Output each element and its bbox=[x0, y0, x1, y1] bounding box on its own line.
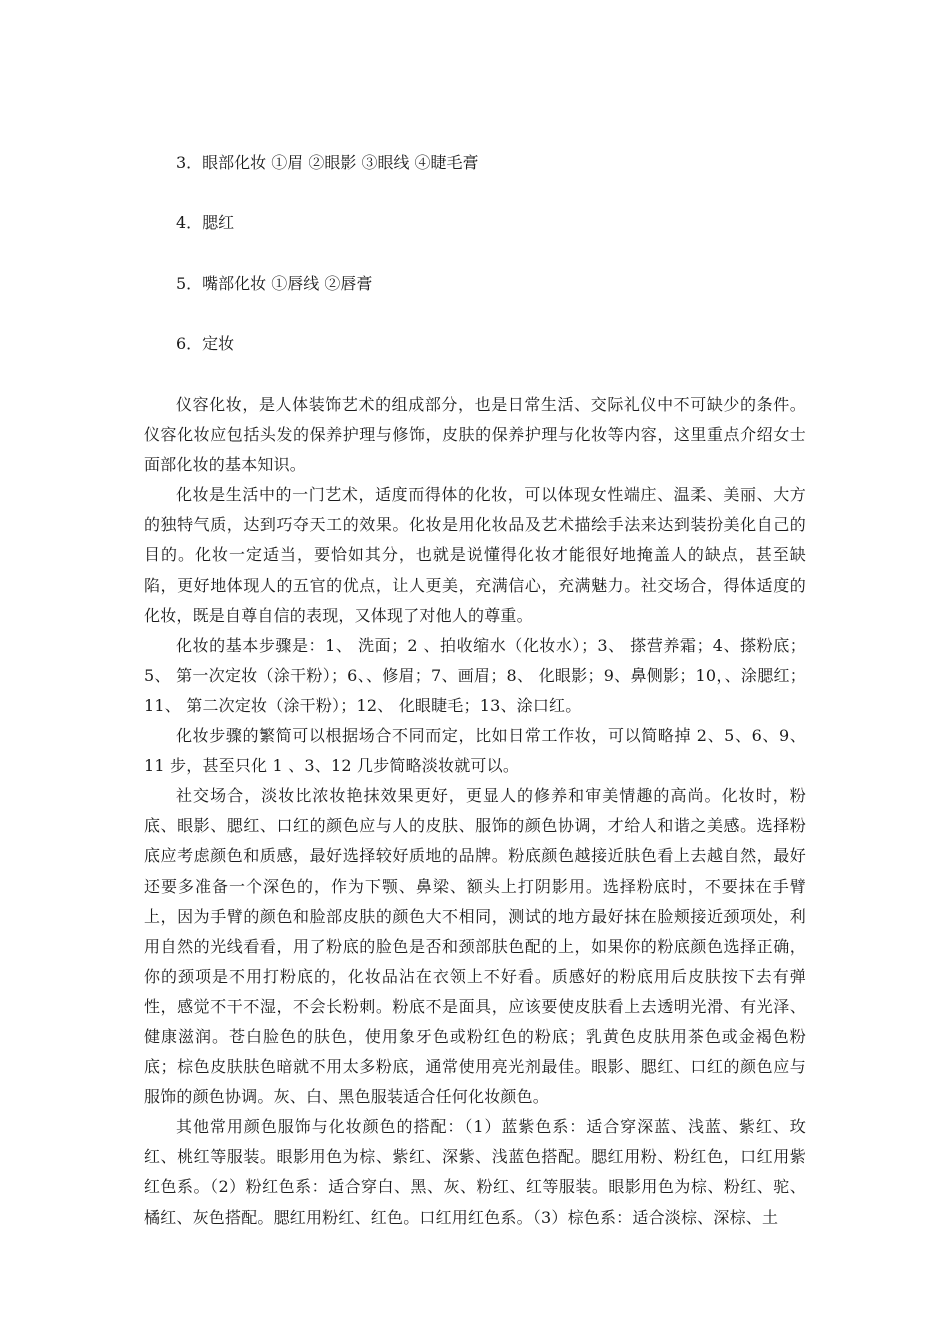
paragraph-basic-steps: 化妆的基本步骤是：1、 洗面；2 、拍收缩水（化妆水）；3、 搽营养霜；4、搽粉底；5、 第一次定妆（涂干粉）；6、、修眉；7、画眉；8、 化眼影；9、鼻侧影；10，、涂腮红；11、 第二次定妆（涂干粉）；12、 化眼睫毛；13、涂口红。 bbox=[144, 635, 806, 715]
paragraph-intro: 仪容化妆，是人体装饰艺术的组成部分，也是日常生活、交际礼仪中不可缺少的条件。仪容化妆应包括头发的保养护理与修饰，皮肤的保养护理与化妆等内容，这里重点介绍女士面部化妆的基本知识。 bbox=[144, 395, 806, 475]
paragraph-step-simplification: 化妆步骤的繁简可以根据场合不同而定，比如日常工作妆，可以简略掉 2、5、6、9、11 步，甚至只化 1 、3、12 几步简略淡妆就可以。 bbox=[144, 726, 806, 776]
body-text bbox=[144, 390, 806, 1233]
paragraph-makeup-art: 化妆是生活中的一门艺术，适度而得体的化妆，可以体现女性端庄、温柔、美丽、大方的独特气质，达到巧夺天工的效果。化妆是用化妆品及艺术描绘手法来达到装扮美化自己的目的。化妆一定适当，要恰如其分，也就是说懂得化妆才能很好地掩盖人的缺点，甚至缺陷，更好地体现人的五官的优点，让人更美，充满信心，充满魅力。社交场合，得体适度的化妆，既是自尊自信的表现，又体现了对他人的尊重。 bbox=[144, 485, 806, 625]
paragraph-color-matching: 其他常用颜色服饰与化妆颜色的搭配：（1）蓝紫色系：适合穿深蓝、浅蓝、紫红、玫红、桃红等服装。眼影用色为棕、紫红、深紫、浅蓝色搭配。腮红用粉、粉红色，口红用紫红色系。（2）粉红色系：适合穿白、黑、灰、粉红、红等服装。眼影用色为棕、粉红、驼、橘红、灰色搭配。腮红用粉红、红色。口红用红色系。（3）棕色系：适合淡棕、深棕、土 bbox=[144, 1117, 806, 1227]
list-item-blush: 4．腮红 bbox=[176, 213, 235, 232]
list-item-eye-makeup: 3．眼部化妆 ①眉 ②眼影 ③眼线 ④睫毛膏 bbox=[176, 153, 479, 172]
paragraph-social-occasions: 社交场合，淡妆比浓妆艳抹效果更好，更显人的修养和审美情趣的高尚。化妆时，粉底、眼影、腮红、口红的颜色应与人的皮肤、服饰的颜色协调，才给人和谐之美感。选择粉底应考虑颜色和质感，最好选择较好质地的品牌。粉底颜色越接近肤色看上去越自然，最好还要多准备一个深色的，作为下颚、鼻梁、额头上打阴影用。选择粉底时，不要抹在手臂上，因为手臂的颜色和脸部皮肤的颜色大不相同，测试的地方最好抹在脸颊接近颈项处，利用自然的光线看看，用了粉底的脸色是否和颈部肤色配的上，如果你的粉底颜色选择正确，你的颈项是不用打粉底的，化妆品沾在衣领上不好看。质感好的粉底用后皮肤按下去有弹性，感觉不干不湿，不会长粉刺。粉底不是面具，应该要使皮肤看上去透明光滑、有光泽、健康滋润。苍白脸色的肤色，使用象牙色或粉红色的粉底；乳黄色皮肤用茶色或金褐色粉底；棕色皮肤肤色暗就不用太多粉底，通常使用亮光剂最佳。眼影、腮红、口红的颜色应与服饰的颜色协调。灰、白、黑色服装适合任何化妆颜色。 bbox=[144, 786, 806, 1107]
list-item-lip-makeup: 5．嘴部化妆 ①唇线 ②唇膏 bbox=[176, 274, 373, 293]
list-item-setting: 6．定妆 bbox=[176, 334, 235, 353]
